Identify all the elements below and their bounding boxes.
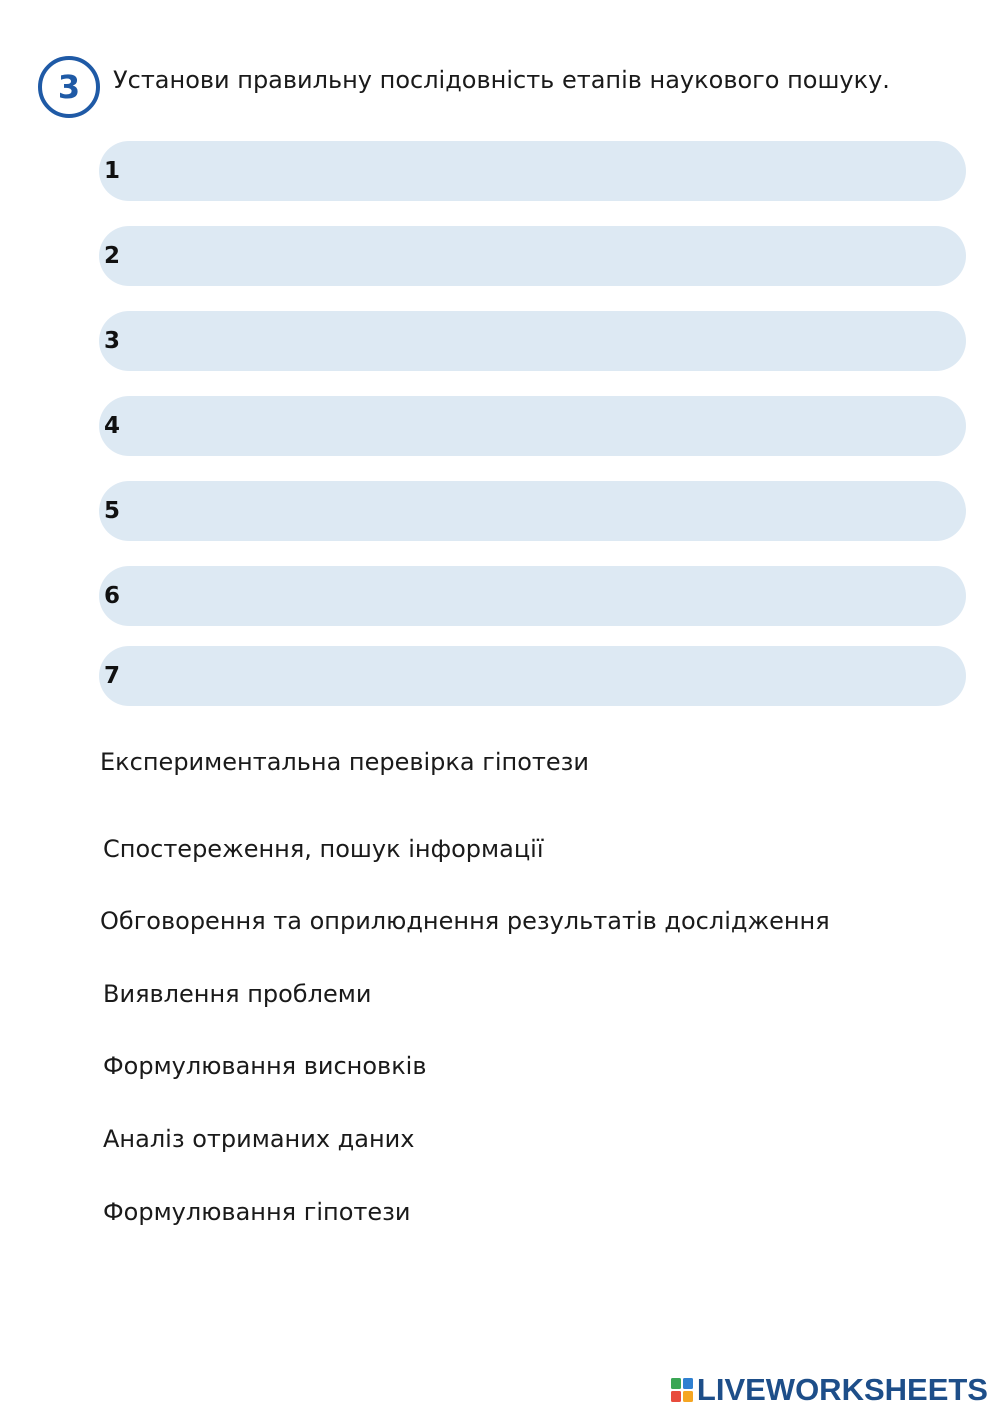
draggable-stage[interactable]: Обговорення та оприлюднення результатів дослідження [100,907,830,935]
slot-number: 4 [104,413,121,439]
slot-number: 7 [104,663,121,689]
task-number-badge [38,56,100,118]
brand-name: LIVEWORKSHEETS [696,1372,988,1407]
answer-slot-2[interactable] [99,226,966,286]
liveworksheets-branding [671,1372,988,1408]
answer-slot-3[interactable] [99,311,966,371]
draggable-stage[interactable]: Експериментальна перевірка гіпотези [100,748,589,776]
slot-number: 1 [104,158,121,184]
slot-number: 2 [104,243,121,269]
slot-number: 3 [104,328,121,354]
task-number: 3 [57,68,81,106]
slot-number: 6 [104,583,121,609]
answer-slot-7[interactable] [99,646,966,706]
answer-slot-5[interactable] [99,481,966,541]
draggable-stage[interactable]: Аналіз отриманих даних [103,1125,415,1153]
draggable-stage[interactable]: Спостереження, пошук інформації [103,835,544,863]
answer-slot-1[interactable] [99,141,966,201]
draggable-stage[interactable]: Формулювання висновків [103,1052,427,1080]
answer-slot-4[interactable] [99,396,966,456]
draggable-stage[interactable]: Формулювання гіпотези [103,1198,411,1226]
slot-number: 5 [104,498,121,524]
answer-slot-6[interactable] [99,566,966,626]
liveworksheets-logo-icon [671,1378,693,1402]
draggable-stage[interactable]: Виявлення проблеми [103,980,372,1008]
task-prompt: Установи правильну послідовність етапів наукового пошуку. [113,66,890,94]
